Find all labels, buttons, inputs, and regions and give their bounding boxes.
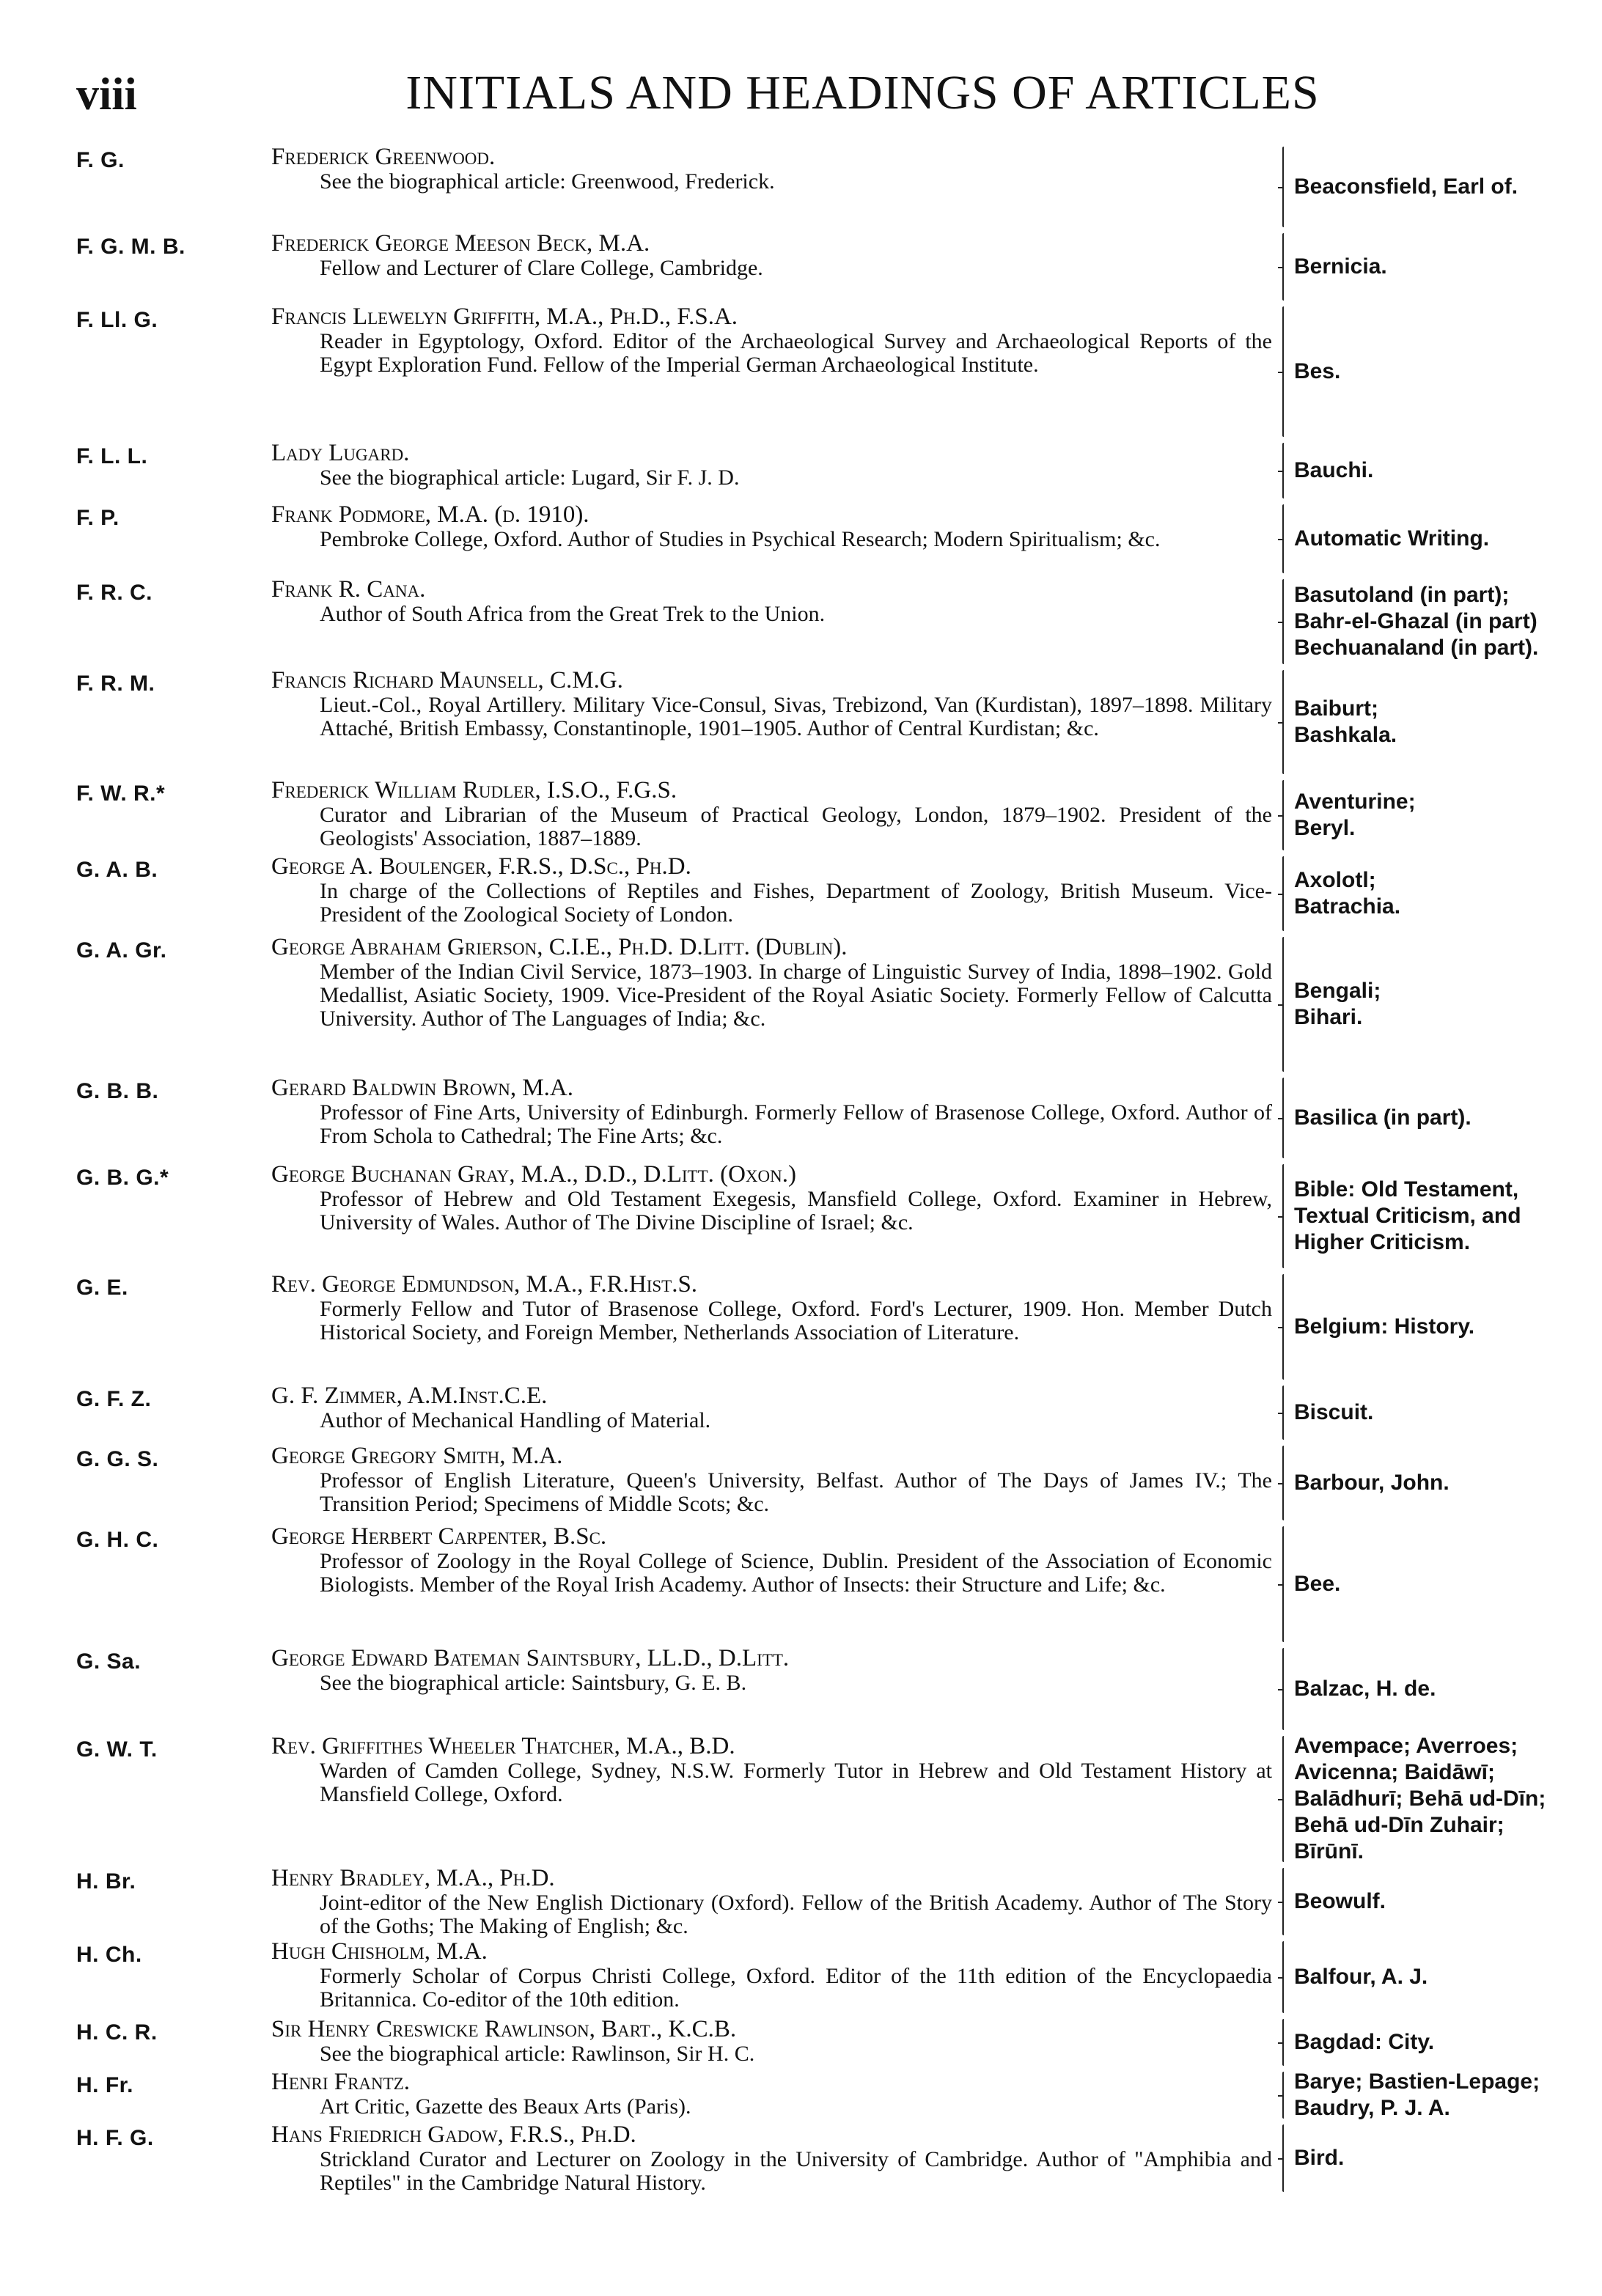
entry-body <box>271 934 1272 1075</box>
entry-initials: G. Sa. <box>76 1649 142 1674</box>
contributor-description: Strickland Curator and Lecturer on Zoology in the University of Cambridge. Author of "Amphibia and Reptiles" in the Cambridge Natural History. <box>320 2147 1272 2195</box>
entry-initials: G. W. T. <box>76 1737 158 1762</box>
entry-row <box>76 440 1576 501</box>
contributor-name-text: Sir Henry Creswicke Rawlinson, Bart., K.C.B. <box>271 2016 737 2042</box>
entry-body <box>271 2016 1272 2069</box>
article-heading: Biscuit. <box>1294 1400 1374 1424</box>
brace-icon <box>1278 2124 1288 2192</box>
entry-row <box>76 2069 1576 2122</box>
contributor-name-text: Frederick William Rudler, I.S.O., F.G.S. <box>271 777 677 803</box>
entry-body <box>271 1523 1272 1645</box>
contributor-description: Professor of English Literature, Queen's University, Belfast. Author of The Days of James IV.; The Transition Period; Specimens of Middle Scots; &c. <box>320 1468 1272 1516</box>
entry-initials: F. W. R.* <box>76 781 166 806</box>
article-heading: Basilica (in part). <box>1294 1105 1471 1130</box>
contributor-description: See the biographical article: Lugard, Sir F. J. D. <box>320 466 740 490</box>
contributor-name-text: Henri Frantz. <box>271 2069 411 2095</box>
article-heading: Textual Criticism, and <box>1294 1204 1521 1228</box>
article-headings <box>1290 667 1576 777</box>
entry-initials: G. H. C. <box>76 1528 159 1552</box>
article-heading: Bible: Old Testament, <box>1294 1177 1519 1202</box>
contributor-name <box>271 934 1272 960</box>
contributor-name <box>271 144 1272 170</box>
contributor-name-text: George Herbert Carpenter, B.Sc. <box>271 1523 607 1550</box>
entry-row <box>76 1383 1576 1443</box>
contributor-name <box>271 576 1272 603</box>
brace-icon <box>1278 1526 1288 1642</box>
contributor-name-text: Frank R. Cana. <box>271 576 426 603</box>
entries-list <box>76 144 1576 2195</box>
article-headings <box>1290 303 1576 440</box>
contributor-name <box>271 853 1272 880</box>
contributor-name-text: George Abraham Grierson, C.I.E., Ph.D. D.Litt. (Dublin). <box>271 934 848 960</box>
contributor-name-text: Francis Richard Maunsell, C.M.G. <box>271 667 623 693</box>
contributor-name-text: Henry Bradley, M.A., Ph.D. <box>271 1865 555 1891</box>
contributor-description: Member of the Indian Civil Service, 1873–1903. In charge of Linguistic Survey of India, 1898–1902. Gold Medallist, Asiatic Society, 1909. Vice-President of the Royal Asiatic Society. Formerly Fellow of Calcutta University. Author of The Languages of India; &c. <box>320 960 1272 1031</box>
entry-row <box>76 303 1576 440</box>
article-heading: Bird. <box>1294 2146 1345 2170</box>
article-headings <box>1290 777 1576 853</box>
brace-icon <box>1278 856 1288 931</box>
contributor-name-text: Hugh Chisholm, M.A. <box>271 1938 488 1965</box>
entry-row <box>76 1161 1576 1271</box>
article-heading: Beowulf. <box>1294 1889 1386 1913</box>
contributor-name-text: Frederick Greenwood. <box>271 144 496 170</box>
contributor-description: Professor of Zoology in the Royal College of Science, Dublin. President of the Association of Economic Biologists. Member of the Royal Irish Academy. Author of Insects: their Structure and Life; &c. <box>320 1549 1272 1597</box>
article-heading: Bīrūnī. <box>1294 1839 1364 1863</box>
article-heading: Beryl. <box>1294 816 1356 840</box>
article-heading: Balzac, H. de. <box>1294 1677 1436 1701</box>
entry-initials: G. B. G.* <box>76 1166 169 1190</box>
brace-icon <box>1278 504 1288 573</box>
article-heading: Bechuanaland (in part). <box>1294 636 1539 660</box>
article-heading: Axolotl; <box>1294 868 1376 892</box>
entry-row <box>76 230 1576 303</box>
brace-icon <box>1278 1274 1288 1380</box>
contributor-name-text: Rev. George Edmundson, M.A., F.R.Hist.S. <box>271 1271 698 1298</box>
article-heading: Bihari. <box>1294 1005 1363 1029</box>
page-title: INITIALS AND HEADINGS OF ARTICLES <box>405 66 1320 119</box>
brace-icon <box>1278 1736 1288 1862</box>
entry-row <box>76 1865 1576 1938</box>
entry-body <box>271 144 1272 230</box>
contributor-description: Pembroke College, Oxford. Author of Studies in Psychical Research; Modern Spiritualism; &c. <box>320 527 1161 551</box>
contributor-name <box>271 667 1272 693</box>
entry-initials: G. E. <box>76 1276 128 1300</box>
entry-body <box>271 777 1272 853</box>
contributor-name-text: Frank Podmore, M.A. (d. 1910). <box>271 501 589 528</box>
entry-row <box>76 576 1576 667</box>
contributor-name <box>271 1075 1272 1101</box>
article-headings <box>1290 2069 1576 2122</box>
entry-initials: G. A. B. <box>76 858 158 882</box>
article-headings <box>1290 2016 1576 2069</box>
brace-icon <box>1278 670 1288 774</box>
entry-body <box>271 1383 1272 1443</box>
contributor-name-text: George Gregory Smith, M.A. <box>271 1443 563 1469</box>
contributor-description: In charge of the Collections of Reptiles and Fishes, Department of Zoology, British Museum. Vice-President of the Zoological Society of London. <box>320 879 1272 927</box>
article-heading: Avempace; Averroes; <box>1294 1734 1518 1758</box>
article-headings <box>1290 230 1576 303</box>
contributor-name-text: George Buchanan Gray, M.A., D.D., D.Litt. (Oxon.) <box>271 1161 797 1188</box>
contributor-name <box>271 1938 1272 1965</box>
contributor-name <box>271 2069 1272 2095</box>
brace-icon <box>1278 1868 1288 1935</box>
contributor-name-text: George A. Boulenger, F.R.S., D.Sc., Ph.D. <box>271 853 691 880</box>
contributor-name <box>271 1161 1272 1188</box>
contributor-description: See the biographical article: Greenwood, Frederick. <box>320 169 775 194</box>
article-heading: Bengali; <box>1294 979 1381 1003</box>
contributor-description: See the biographical article: Saintsbury, G. E. B. <box>320 1671 747 1695</box>
brace-icon <box>1278 937 1288 1072</box>
entry-initials: F. L. L. <box>76 444 148 468</box>
entry-row <box>76 144 1576 230</box>
article-heading: Barbour, John. <box>1294 1471 1449 1495</box>
contributor-name <box>271 1865 1272 1891</box>
entry-body <box>271 2069 1272 2122</box>
entry-body <box>271 501 1272 576</box>
entry-body <box>271 1075 1272 1161</box>
entry-body <box>271 853 1272 934</box>
entry-initials: F. G. <box>76 148 125 172</box>
article-heading: Automatic Writing. <box>1294 526 1490 551</box>
contributor-description: Professor of Fine Arts, University of Edinburgh. Formerly Fellow of Brasenose College, Oxford. Author of From Schola to Cathedral; The Fine Arts; &c. <box>320 1100 1272 1148</box>
entry-initials: F. R. M. <box>76 671 155 696</box>
entry-row <box>76 2122 1576 2195</box>
article-heading: Balādhurī; Behā ud-Dīn; <box>1294 1787 1546 1811</box>
entry-body <box>271 1161 1272 1271</box>
entry-row <box>76 1443 1576 1523</box>
brace-icon <box>1278 147 1288 227</box>
entry-initials: H. F. G. <box>76 2126 154 2150</box>
article-heading: Balfour, A. J. <box>1294 1965 1428 1989</box>
contributor-name <box>271 1733 1272 1759</box>
entry-initials: H. Fr. <box>76 2073 134 2097</box>
contributor-name-text: Rev. Griffithes Wheeler Thatcher, M.A., B.D. <box>271 1733 735 1759</box>
article-headings <box>1290 1645 1576 1733</box>
article-heading: Bauchi. <box>1294 458 1374 482</box>
entry-initials: H. Br. <box>76 1869 136 1894</box>
entry-body <box>271 1865 1272 1938</box>
entry-row <box>76 777 1576 853</box>
contributor-name-text: Francis Llewelyn Griffith, M.A., Ph.D., F.S.A. <box>271 303 738 330</box>
entry-initials: F. Ll. G. <box>76 308 158 332</box>
entry-body <box>271 1733 1272 1865</box>
article-headings <box>1290 1443 1576 1523</box>
entry-initials: H. Ch. <box>76 1943 142 1967</box>
entry-body <box>271 1443 1272 1523</box>
contributor-name-text: Frederick George Meeson Beck, M.A. <box>271 230 650 257</box>
entry-row <box>76 667 1576 777</box>
contributor-name-text: G. F. Zimmer, A.M.Inst.C.E. <box>271 1383 548 1409</box>
article-headings <box>1290 1523 1576 1645</box>
contributor-description: Professor of Hebrew and Old Testament Exegesis, Mansfield College, Oxford. Examiner in Hebrew, University of Wales. Author of The Divine Discipline of Israel; &c. <box>320 1187 1272 1235</box>
contributor-description: Fellow and Lecturer of Clare College, Cambridge. <box>320 256 763 280</box>
contributor-name <box>271 2122 1272 2148</box>
article-headings <box>1290 934 1576 1075</box>
contributor-name-text: Lady Lugard. <box>271 440 410 466</box>
entry-body <box>271 576 1272 667</box>
article-headings <box>1290 1271 1576 1383</box>
brace-icon <box>1278 1941 1288 2013</box>
entry-initials: H. C. R. <box>76 2020 158 2045</box>
article-headings <box>1290 440 1576 501</box>
article-headings <box>1290 1075 1576 1161</box>
contributor-description: Curator and Librarian of the Museum of Practical Geology, London, 1879–1902. President of the Geologists' Association, 1887–1889. <box>320 803 1272 850</box>
entry-initials: G. B. B. <box>76 1079 159 1103</box>
contributor-description: Author of South Africa from the Great Trek to the Union. <box>320 602 826 626</box>
article-heading: Basutoland (in part); <box>1294 583 1510 607</box>
brace-icon <box>1278 443 1288 498</box>
entry-initials: F. R. C. <box>76 581 153 605</box>
brace-icon <box>1278 780 1288 850</box>
article-heading: Bee. <box>1294 1572 1341 1596</box>
entry-row <box>76 934 1576 1075</box>
article-headings <box>1290 853 1576 934</box>
page-number: viii <box>76 70 137 119</box>
contributor-description: See the biographical article: Rawlinson, Sir H. C. <box>320 2042 755 2066</box>
article-headings <box>1290 1383 1576 1443</box>
contributor-description: Formerly Scholar of Corpus Christi College, Oxford. Editor of the 11th edition of the Encyclopaedia Britannica. Co-editor of the 10th edition. <box>320 1964 1272 2012</box>
article-headings <box>1290 501 1576 576</box>
article-heading: Aventurine; <box>1294 790 1416 814</box>
contributor-name <box>271 440 1272 466</box>
article-headings <box>1290 1161 1576 1271</box>
contributor-name <box>271 1383 1272 1409</box>
entry-initials: F. G. M. B. <box>76 235 185 259</box>
article-headings <box>1290 1733 1576 1865</box>
contributor-name-text: Gerard Baldwin Brown, M.A. <box>271 1075 573 1101</box>
contributor-name <box>271 2016 1272 2042</box>
entry-row <box>76 853 1576 934</box>
contributor-description: Author of Mechanical Handling of Material. <box>320 1408 711 1432</box>
brace-icon <box>1278 2072 1288 2119</box>
article-headings <box>1290 1938 1576 2016</box>
contributor-name <box>271 1645 1272 1671</box>
contributor-description: Formerly Fellow and Tutor of Brasenose College, Oxford. Ford's Lecturer, 1909. Hon. Member Dutch Historical Society, and Foreign Member, Netherlands Association of Literature. <box>320 1297 1272 1344</box>
entry-row <box>76 2016 1576 2069</box>
article-headings <box>1290 576 1576 667</box>
contributor-description: Warden of Camden College, Sydney, N.S.W. Formerly Tutor in Hebrew and Old Testament History at Mansfield College, Oxford. <box>320 1759 1272 1806</box>
contributor-name <box>271 1271 1272 1298</box>
article-headings <box>1290 1865 1576 1938</box>
entry-row <box>76 501 1576 576</box>
contributor-name <box>271 777 1272 803</box>
brace-icon <box>1278 306 1288 437</box>
article-heading: Bashkala. <box>1294 723 1397 747</box>
entry-initials: G. A. Gr. <box>76 938 167 963</box>
brace-icon <box>1278 1386 1288 1440</box>
article-heading: Avicenna; Baidāwī; <box>1294 1760 1495 1784</box>
contributor-description: Art Critic, Gazette des Beaux Arts (Paris). <box>320 2094 691 2119</box>
entry-row <box>76 1938 1576 2016</box>
article-heading: Bes. <box>1294 359 1341 383</box>
contributor-name <box>271 303 1272 330</box>
brace-icon <box>1278 2019 1288 2066</box>
contributor-name <box>271 1523 1272 1550</box>
article-heading: Bagdad: City. <box>1294 2030 1435 2054</box>
entry-initials: F. P. <box>76 506 120 530</box>
contributor-name <box>271 1443 1272 1469</box>
entry-initials: G. F. Z. <box>76 1387 152 1411</box>
contributor-name <box>271 501 1272 528</box>
contributor-description: Reader in Egyptology, Oxford. Editor of the Archaeological Survey and Archaeological Reports of the Egypt Exploration Fund. Fellow of the Imperial German Archaeological Institute. <box>320 329 1272 377</box>
article-headings <box>1290 2122 1576 2195</box>
entry-row <box>76 1271 1576 1383</box>
article-heading: Belgium: History. <box>1294 1314 1475 1339</box>
entry-row <box>76 1523 1576 1645</box>
article-heading: Beaconsfield, Earl of. <box>1294 174 1518 199</box>
article-heading: Bernicia. <box>1294 254 1387 279</box>
entry-row <box>76 1645 1576 1733</box>
entry-body <box>271 1271 1272 1383</box>
entry-row <box>76 1733 1576 1865</box>
entry-body <box>271 230 1272 303</box>
entry-body <box>271 2122 1272 2195</box>
entry-body <box>271 1938 1272 2016</box>
contributor-description: Lieut.-Col., Royal Artillery. Military Vice-Consul, Sivas, Trebizond, Van (Kurdistan), 1897–1898. Military Attaché, British Embassy, Constantinople, 1901–1905. Author of Central Kurdistan; &c. <box>320 693 1272 740</box>
brace-icon <box>1278 579 1288 664</box>
contributor-name-text: George Edward Bateman Saintsbury, LL.D., D.Litt. <box>271 1645 790 1671</box>
entry-body <box>271 1645 1272 1733</box>
article-heading: Baiburt; <box>1294 696 1378 721</box>
brace-icon <box>1278 233 1288 301</box>
brace-icon <box>1278 1164 1288 1268</box>
entry-body <box>271 667 1272 777</box>
entry-body <box>271 440 1272 501</box>
article-heading: Bahr-el-Ghazal (in part) <box>1294 609 1537 633</box>
article-heading: Behā ud-Dīn Zuhair; <box>1294 1813 1504 1837</box>
brace-icon <box>1278 1648 1288 1730</box>
entry-body <box>271 303 1272 440</box>
brace-icon <box>1278 1078 1288 1158</box>
contributor-name <box>271 230 1272 257</box>
brace-icon <box>1278 1446 1288 1520</box>
entry-row <box>76 1075 1576 1161</box>
contributor-name-text: Hans Friedrich Gadow, F.R.S., Ph.D. <box>271 2122 636 2148</box>
article-heading: Higher Criticism. <box>1294 1230 1471 1254</box>
article-heading: Baudry, P. J. A. <box>1294 2096 1450 2120</box>
article-heading: Barye; Bastien-Lepage; <box>1294 2069 1540 2094</box>
article-heading: Batrachia. <box>1294 894 1401 919</box>
contributor-description: Joint-editor of the New English Dictionary (Oxford). Fellow of the British Academy. Author of The Story of the Goths; The Making of English; &c. <box>320 1891 1272 1938</box>
article-headings <box>1290 144 1576 230</box>
entry-initials: G. G. S. <box>76 1447 159 1471</box>
